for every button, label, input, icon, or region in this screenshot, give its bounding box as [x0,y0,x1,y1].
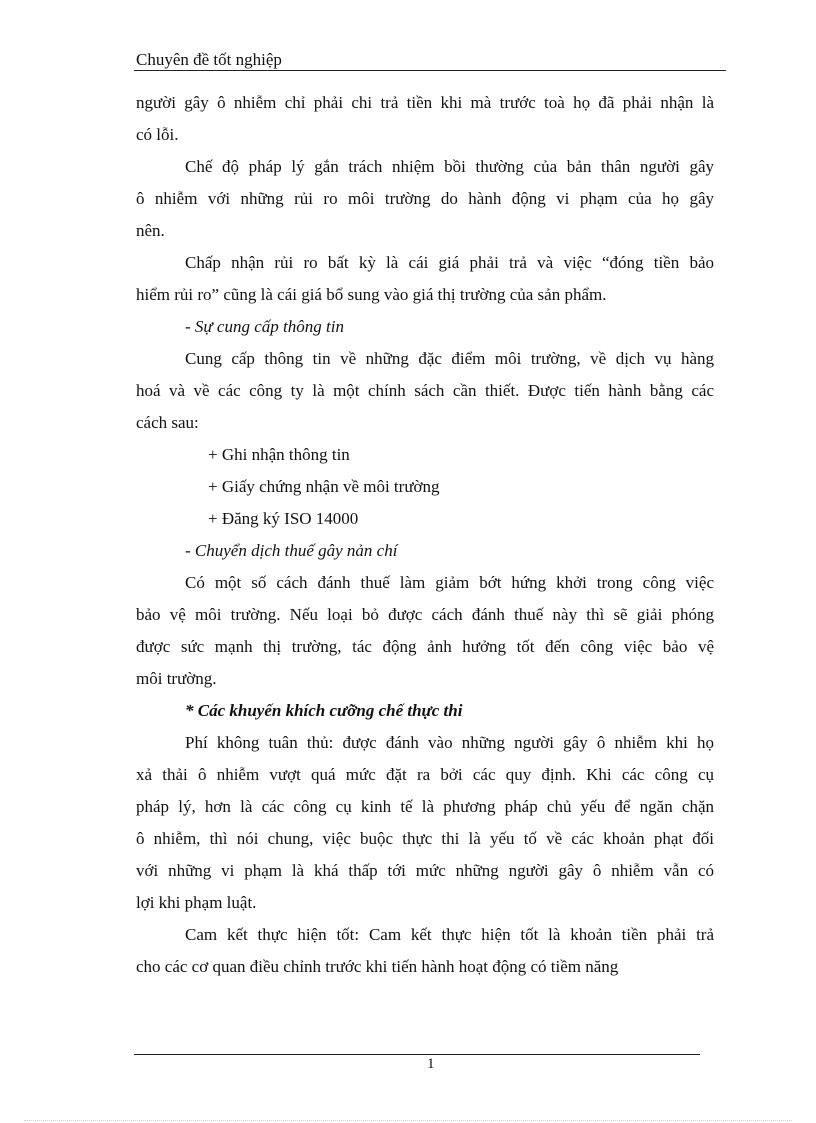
page-header-title: Chuyên đề tốt nghiệp [136,50,282,69]
text-line: Phí không tuân thủ: được đánh vào những người gây ô nhiễm khi họ [185,733,714,752]
list-item: + Giấy chứng nhận về môi trường [208,477,440,496]
text-line: lợi khi phạm luật. [136,893,257,912]
text-line: được sức mạnh thị trường, tác động ảnh hưởng tốt đến công việc bảo vệ [136,637,714,656]
section-heading: - Chuyển dịch thuế gây nản chí [185,541,398,560]
text-line: có lỗi. [136,125,179,144]
text-line: môi trường. [136,669,217,688]
text-line: Chế độ pháp lý gắn trách nhiệm bồi thường của bản thân người gây [185,157,714,176]
text-line: Cung cấp thông tin về những đặc điểm môi trường, về dịch vụ hàng [185,349,714,368]
section-heading-bold: * Các khuyến khích cưỡng chế thực thi [185,701,463,720]
section-heading: - Sự cung cấp thông tin [185,317,344,336]
text-line: người gây ô nhiễm chỉ phải chi trả tiền khi mà trước toà họ đã phải nhận là [136,93,714,112]
list-item: + Đăng ký ISO 14000 [208,509,359,528]
document-body [136,87,714,983]
text-line: cách sau: [136,413,199,432]
text-line: xả thải ô nhiễm vượt quá mức đặt ra bởi các quy định. Khi các công cụ [136,765,714,784]
text-line: Cam kết thực hiện tốt: Cam kết thực hiện tốt là khoản tiền phải trả [185,925,714,944]
page-edge-dots [24,1120,792,1121]
list-item: + Ghi nhận thông tin [208,445,350,464]
text-line: với những vi phạm là khá thấp tới mức những người gây ô nhiễm vẫn có [136,861,714,880]
page-number: 1 [427,1056,435,1072]
text-line: Chấp nhận rủi ro bất kỳ là cái giá phải trả và việc “đóng tiền bảo [185,253,714,272]
text-line: nên. [136,221,165,240]
footer-rule [134,1054,700,1055]
text-line: hoá và về các công ty là một chính sách cần thiết. Được tiến hành bằng các [136,381,714,400]
text-line: Có một số cách đánh thuế làm giảm bớt hứng khởi trong công việc [185,573,714,592]
header-rule [134,70,726,71]
text-line: ô nhiễm với những rủi ro môi trường do hành động vi phạm của họ gây [136,189,714,208]
text-line: pháp lý, hơn là các công cụ kinh tế là phương pháp chủ yếu để ngăn chặn [136,797,714,816]
text-line: cho các cơ quan điều chỉnh trước khi tiến hành hoạt động có tiềm năng [136,957,619,976]
text-line: hiểm rủi ro” cũng là cái giá bổ sung vào giá thị trường của sản phẩm. [136,285,607,304]
text-line: bảo vệ môi trường. Nếu loại bỏ được cách đánh thuế này thì sẽ giải phóng [136,605,714,624]
text-line: ô nhiễm, thì nói chung, việc buộc thực thi là yếu tố về các khoản phạt đối [136,829,714,848]
